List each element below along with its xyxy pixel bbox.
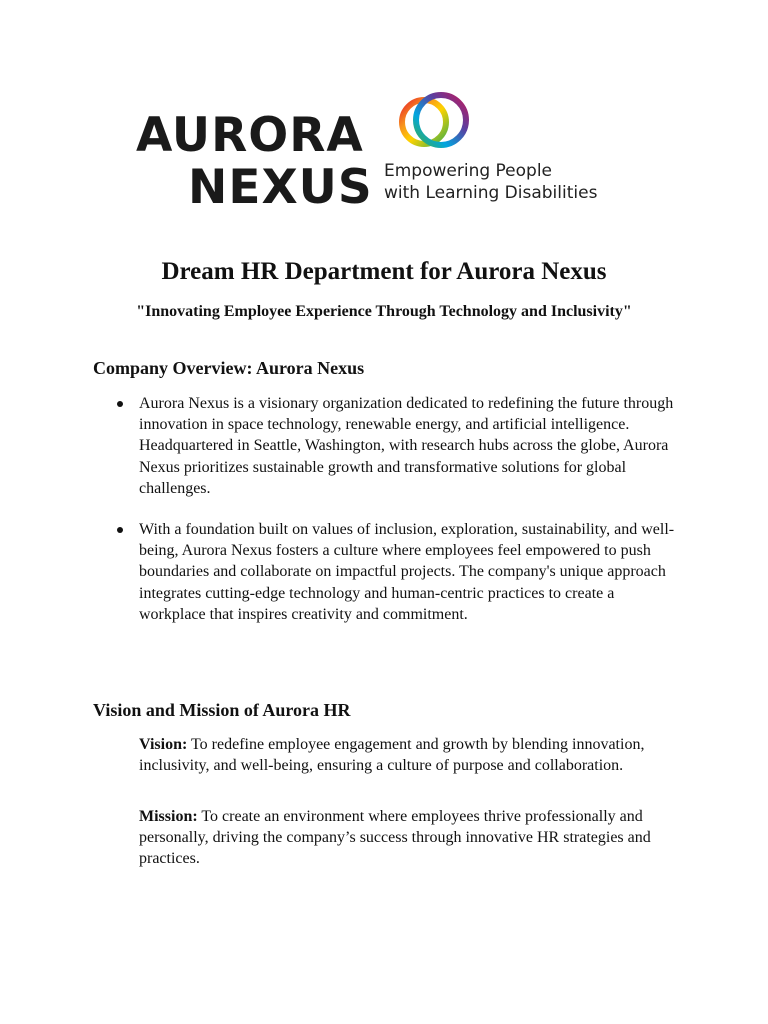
logo-tagline-line1: Empowering People [384, 161, 553, 181]
bullet-icon [117, 401, 123, 407]
document-subtitle: "Innovating Employee Experience Through Technology and Inclusivity" [136, 303, 632, 320]
overview-heading: Company Overview: Aurora Nexus [93, 358, 365, 378]
bullet-text: Aurora Nexus is a visionary organization dedicated to redefining the future through innovation in space technology, renewable energy, and artificial intelligence. Headquartered in Seattle, Washington, with research hubs across the globe, Aurora Nexus prioritizes sustainable growth and transformative solutions for global challenges. [139, 395, 674, 497]
vision-paragraph [139, 734, 679, 776]
company-logo [136, 84, 646, 214]
mission-paragraph [139, 806, 679, 869]
bullet-icon [117, 527, 123, 533]
vision-mission-heading: Vision and Mission of Aurora HR [93, 700, 351, 720]
mission-label: Mission: [139, 808, 198, 825]
logo-rings-icon [394, 88, 474, 160]
mission-text: To create an environment where employees thrive professionally and personally, driving the company’s success through innovative HR strategies and practices. [139, 808, 651, 867]
logo-word-aurora: AURORA [136, 108, 364, 163]
logo-tagline-line2: with Learning Disabilities [384, 183, 598, 203]
vision-text: To redefine employee engagement and growth by blending innovation, inclusivity, and well-being, ensuring a culture of purpose and collaboration. [139, 736, 645, 774]
bullet-text: With a foundation built on values of inclusion, exploration, sustainability, and well-being, Aurora Nexus fosters a culture where employees feel empowered to push boundaries and collaborate on impactful projects. The company's unique approach integrates cutting-edge technology and human-centric practices to create a workplace that inspires creativity and commitment. [139, 521, 675, 623]
list-item [139, 519, 684, 625]
document-title: Dream HR Department for Aurora Nexus [161, 258, 607, 285]
vision-label: Vision: [139, 736, 188, 753]
logo-word-nexus: NEXUS [188, 160, 373, 215]
list-item [139, 393, 684, 499]
